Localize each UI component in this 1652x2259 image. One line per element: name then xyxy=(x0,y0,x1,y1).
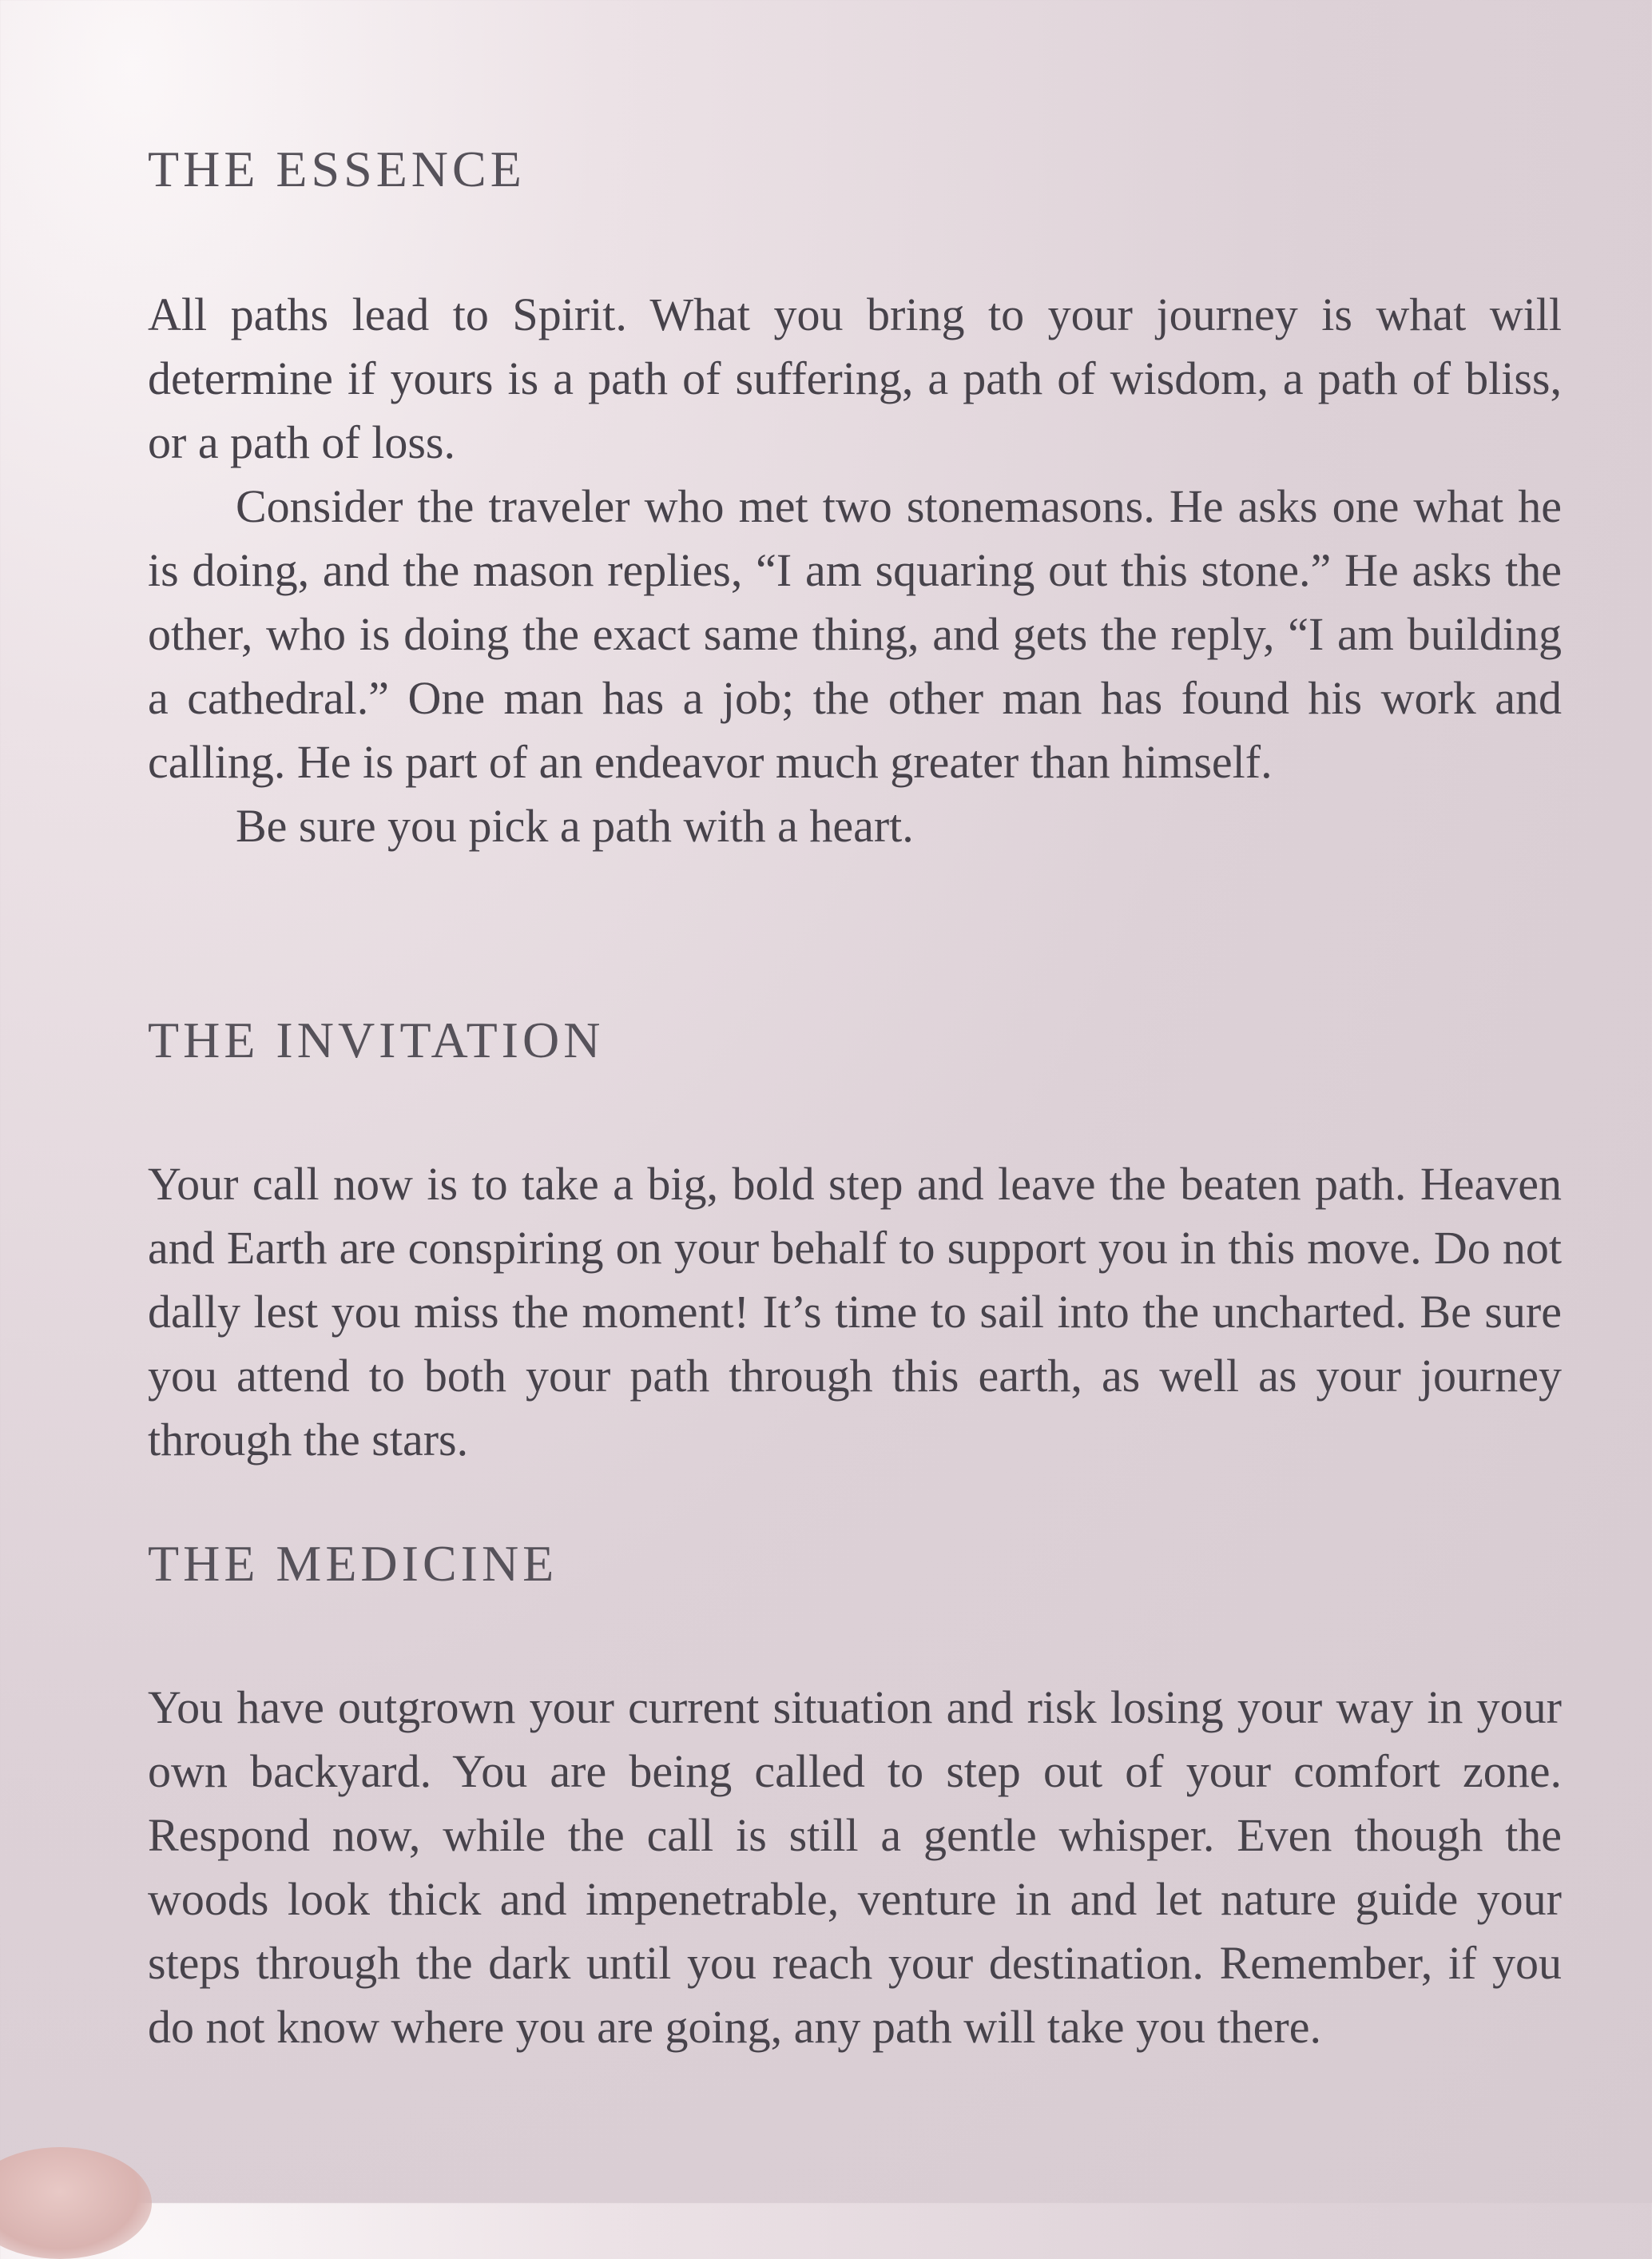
paragraph: You have outgrown your current situation and risk losing your way in your own backyard. You are being called to step out of your comfort zone. Respond now, while the call is still a gentle whisper. Even though the woods look thick and impenetrable, venture in and let nature guide your steps through the dark until you reach your destination. Remember, if you do not know where you are going, any path will take you there. xyxy=(148,1681,1562,2053)
section-heading: THE MEDICINE xyxy=(148,1535,558,1592)
paragraph: Be sure you pick a path with a heart. xyxy=(236,800,914,852)
section-body xyxy=(148,283,1562,858)
paragraph: Consider the traveler who met two stonemasons. He asks one what he is doing, and the mason replies, “I am squaring out this stone.” He asks the other, who is doing the exact same thing, and gets the reply, “I am building a cathedral.” One man has a job; the other man has found his work and calling. He is part of an endeavor much greater than himself. xyxy=(148,480,1562,788)
paragraph: Your call now is to take a big, bold step and leave the beaten path. Heaven and Earth are conspiring on your behalf to support you in this move. Do not dally lest you miss the moment! It’s time to sail into the uncharted. Be sure you attend to both your path through this earth, as well as your journey through the stars. xyxy=(148,1158,1562,1466)
section-heading: THE INVITATION xyxy=(148,1012,605,1068)
paragraph: All paths lead to Spirit. What you bring to your journey is what will determine if yours is a path of suffering, a path of wisdom, a path of bliss, or a path of loss. xyxy=(148,288,1562,468)
section-body xyxy=(148,1152,1562,1472)
section-body xyxy=(148,1676,1562,2059)
section-medicine xyxy=(148,1535,1562,2059)
section-essence xyxy=(148,141,1562,858)
section-heading: THE ESSENCE xyxy=(148,141,526,197)
thumb-shadow xyxy=(0,2147,152,2259)
section-invitation xyxy=(148,1012,1562,1472)
